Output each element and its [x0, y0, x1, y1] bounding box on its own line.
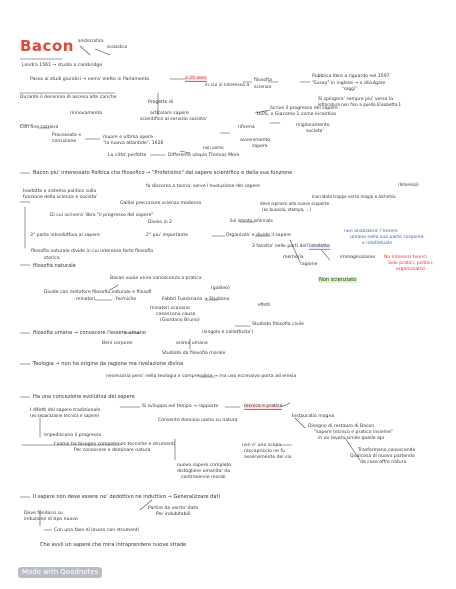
note-qualcosa: Qualcosa di nuovo partendo [350, 454, 415, 459]
note-non-scopo: non e' uno scopo [242, 443, 282, 448]
note-organizza: Organizza' e divide il sapere [226, 233, 291, 238]
note-londra: Londra 1561 → studia a cambridge [22, 63, 103, 68]
note-scrive: Scrive il progresso del sapere [270, 106, 338, 111]
note-saggi: "saggi" [342, 86, 357, 91]
note-a20anni: a 20 anni [185, 76, 207, 81]
note-aristocratico: aristocratico [78, 38, 104, 43]
note-riforma: riforma [238, 125, 255, 130]
note-divide-metafore: Divide con metafore filosofia naturale e filosofi [44, 290, 152, 295]
goodnotes-watermark: Made with Goodnotes [18, 567, 102, 578]
note-memoria: memoria [283, 255, 304, 260]
page-title: Bacon [20, 37, 74, 55]
note-funzione: funzione della scienza e societa' [23, 195, 98, 200]
note-effetti: effetti [258, 302, 271, 307]
note-evolutiva: Ha una concezione evolutiva del sapere [33, 394, 135, 400]
note-bacon-piu: Bacon piu' interessato Politica che filosofico → "Profetismo" del sapere scientifico e della sua funzione [33, 170, 293, 176]
note-bruno: (Giordano Bruno) [160, 318, 200, 323]
note-galileo: (galileo) [211, 286, 230, 291]
note-necessaria: necessaria pero' nella teologia x comprendere → ma uso eccessivo porta ad eresia [106, 374, 297, 379]
note-minatori-scavano: minatori scavano [150, 306, 190, 311]
note-facolta: 3 facolta' nelle parti dell'intelletto [252, 244, 330, 249]
note-filosofia-naturale: filosofia naturale [33, 263, 76, 269]
note-asservimento: asservimento del sio [244, 455, 292, 460]
note-galilei: Galilei precursore scienza moderna [120, 201, 202, 206]
note-corruzione: corruzione [52, 139, 77, 144]
note-sapere-tecnico: "sapere tecnico e pratico insieme" [314, 430, 394, 435]
note-fabbri: Fabbri Fuasimano → Studiano [162, 297, 230, 302]
note-trasformano: Trasformano conoscendo [358, 448, 416, 453]
note-fine-carriera: Con fine carriera [20, 125, 59, 130]
note-intelletuale: e intelletuale [362, 241, 393, 246]
note-processato: Processato x [52, 133, 82, 138]
note-societa: societa' [306, 129, 324, 134]
note-piu-importante: 2° piu' importante [146, 233, 189, 238]
note-tre-parti: 3° parte introduttiva al sapere [30, 233, 100, 238]
note-offre: da cose offre natura [360, 460, 407, 465]
note-organizzativi: organizzativi [396, 267, 426, 272]
note-impediscono: impediscono il progresso [44, 433, 102, 438]
note-sapere-trad: (es separazione tecnica e sapere) [30, 413, 100, 418]
note-anno-1605: 1605, x Giacomo 1 come incentivo [256, 112, 337, 117]
note-deve-ispirarsi: deve ispirarsi alle nuove scoperte [260, 201, 330, 206]
note-spingera: Si spingera' sempre piu' verso la [318, 97, 394, 102]
note-conoscere: Per conoscere e dominare natura [74, 448, 151, 453]
note-beni: Beni corporei [102, 341, 133, 346]
note-scienza: scienza [254, 85, 272, 90]
note-sviluppa: Si sviluppa nel tempo → rapporto [142, 404, 219, 409]
note-minatori: minatori [76, 297, 96, 302]
note-non-uomo: non uomo [203, 145, 224, 150]
note-inadatto: Inadatto e sistema politico sulla [23, 189, 97, 194]
note-teologia: Teologia → non ha origine da ragione ma rivelazione divina [33, 361, 184, 367]
note-induzione: induzione di tipo nuovo [24, 517, 78, 522]
note-deve-fondarsi: Deve fondarsi su [24, 511, 63, 516]
note-filosofia: filosofia [254, 78, 272, 83]
note-formiche: formiche [116, 297, 137, 302]
note-con-fase: Con una fase di lavoro con strumenti [54, 528, 139, 533]
note-bacon-vuole: Bacon vuole unire conoscenza a pratica [110, 276, 202, 281]
note-che-avvii: Che avvii un sapere che mira intraprendere nuove strade [40, 542, 187, 548]
note-analizzera: non analizzera' l'essere [344, 229, 398, 234]
note-progetto: Progetto di [148, 100, 174, 105]
note-studiato: Studiato filosofia civile [252, 322, 304, 327]
note-citta-perfetta: La citta' perfetta [108, 153, 147, 158]
note-letteratura: letteratura non fino a quella Elisabetta 1 [318, 102, 402, 107]
note-muore: muore e ultima opera [103, 135, 153, 140]
note-raccapriccio: raccapriccio ne fu [244, 449, 285, 454]
note-nuovo-sapere: nuovo sapere completo [177, 463, 232, 468]
note-inorridato: Inorridato troppo verso magia e alchimia [312, 194, 396, 199]
note-consente: Consente dominio uomo su natura [158, 418, 238, 423]
note-filosofia-umana: filosofia umana → conoscere l'essere umano [33, 330, 146, 336]
note-ragione: ragione [300, 262, 318, 267]
note-sul-intento: Sul intento informale [230, 218, 273, 223]
note-partire: Partire da verita' date [148, 506, 199, 511]
note-interessi: (Interessi) [398, 182, 419, 187]
note-pubblica: Pubblica libro a riguardo nel 1597 [312, 74, 390, 79]
note-immaginazione: immaginazione [340, 255, 376, 260]
note-miglioramento: miglioramento [296, 123, 330, 128]
note-di-cui: Di cui scrivera' libro "il progresso del sapere" [50, 213, 154, 218]
note-animo: animo umano [176, 341, 208, 346]
note-instauratio: Instauratio magna [292, 414, 335, 419]
note-nuova-atlantide: "la nuova atlantide", 1626 [103, 141, 164, 146]
note-distogliere: distogliere umanita' da [177, 469, 231, 474]
note-durante: Durante il decennio di ascesa alte cariche [20, 95, 117, 100]
note-essay: "Essay" in inglese → x divulgare [312, 81, 386, 86]
note-scolastica: scolastica [107, 44, 128, 49]
note-scientifico: scientifico al servizio societa' [140, 117, 208, 122]
note-passa-studi: Passa ai studi giuridici → verra' eletto in Parlamento [30, 77, 150, 82]
note-in-cui: in cui si interessa a [205, 83, 250, 88]
note-storica: storica [44, 256, 60, 261]
note-diviso: Diviso in 2 [148, 220, 173, 225]
note-sapere: sapere [252, 144, 268, 149]
note-conoscono: conoscono cause [156, 312, 196, 317]
note-disegno: Disegno di restauro di Bacon [308, 424, 375, 429]
note-uomo-bisogno: l'uomo ha bisogno competenze tecniche e strumenti [54, 442, 176, 447]
note-solo-pratici: Solo pratici, politici, [388, 261, 434, 266]
note-interessi-teorici: No interessi teorici [384, 255, 428, 260]
note-rinnovamento: rinnovamento [70, 111, 103, 116]
note-per-indubitabili: Per indubitabili [156, 512, 191, 517]
note-articolare: articolare sapere [150, 111, 189, 116]
note-lavoro: in un lavoro simile quello api [318, 436, 385, 441]
note-singolo: (singolo e collettivita') [202, 330, 254, 335]
note-tecnica: tecnica e pratica [244, 404, 283, 409]
note-controversie: controversie morali [181, 475, 226, 480]
note-fa-discorso: fa discorso a teoria: serve l'evoluzione del sapere [146, 184, 261, 189]
note-naturale: filosofia naturale divide in cui interesse forte filosofia [31, 249, 154, 254]
note-avvenimento: avvenimento [240, 138, 271, 143]
note-non-scienziato: Non scienziato [319, 277, 357, 283]
note-sapere-dedotto: Il sapere non deve essere ne' dedottivo ne induttivo → Generalizzare dati [33, 494, 220, 500]
note-differente: Differente utopia Thomas More [168, 153, 240, 158]
note-filosofia-morale: Studiato da filosofia morale [162, 351, 226, 356]
note-umano: umano nella sua parte corporea [350, 235, 424, 240]
note-difetti: I difetti del sapere tradizionale [30, 408, 101, 413]
note-bussola: (es bussola, stampa, ...) [262, 207, 312, 212]
